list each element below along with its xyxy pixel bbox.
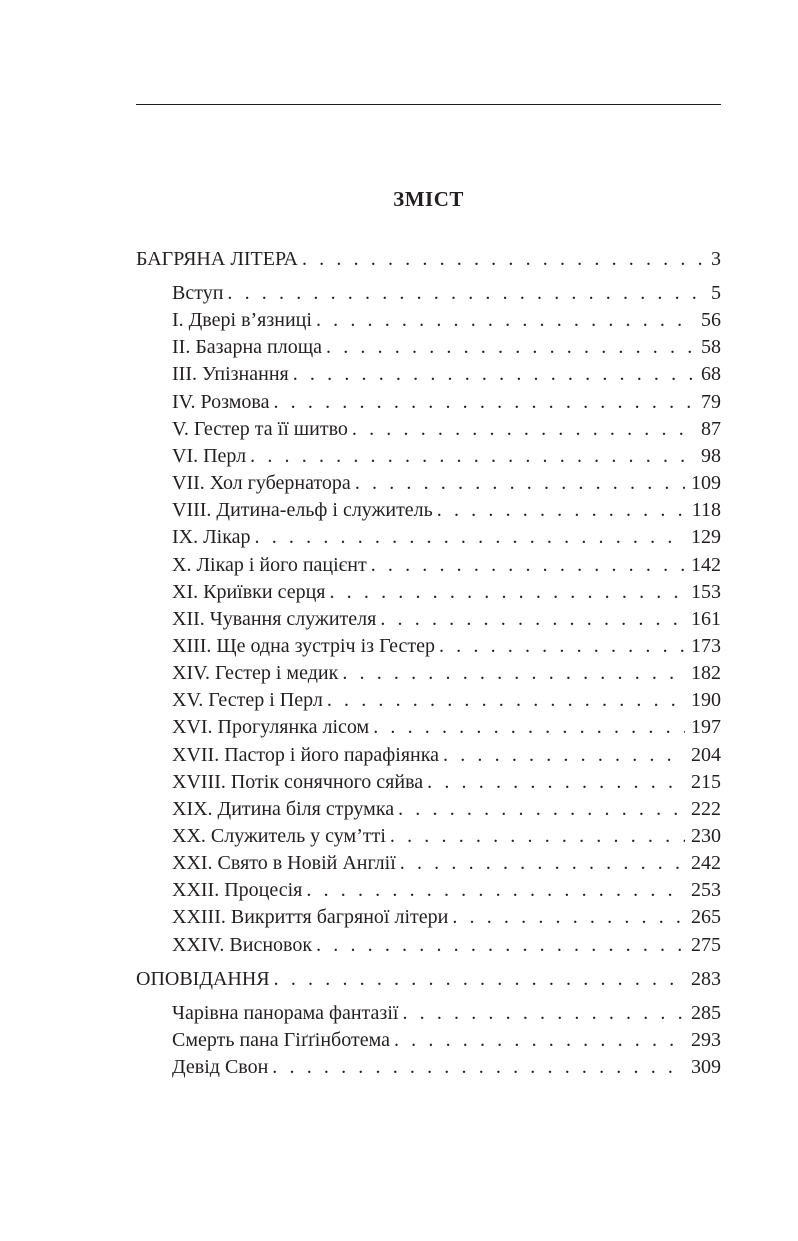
toc-entry[interactable] (172, 824, 721, 848)
toc-entry[interactable] (172, 1028, 721, 1052)
toc-page-number: 283 (691, 968, 721, 990)
dot-leader (255, 525, 685, 549)
toc-entry[interactable] (172, 743, 721, 767)
dot-leader (352, 417, 695, 441)
toc-page-number: 58 (701, 336, 721, 358)
toc-page-number: 79 (701, 391, 721, 413)
toc-entry-title: III. Упізнання (172, 363, 289, 385)
toc-entry-title: XVII. Пастор і його парафіянка (172, 744, 440, 766)
toc-entry-title: X. Лікар і його пацієнт (172, 554, 367, 576)
dot-leader (373, 715, 685, 739)
dot-leader (302, 247, 705, 271)
toc-entry-title: XIII. Ще одна зустріч із Гестер (172, 635, 435, 657)
toc-entry-title: XVIII. Потік сонячного сяйва (172, 771, 424, 793)
dot-leader (439, 634, 685, 658)
toc-entry[interactable] (172, 417, 721, 441)
toc-entry[interactable] (172, 362, 721, 386)
toc-entry[interactable] (172, 471, 721, 495)
toc-part-heading[interactable] (136, 967, 721, 991)
toc-page-number: 161 (691, 608, 721, 630)
dot-leader (329, 580, 685, 604)
toc-entry-title: БАГРЯНА ЛІТЕРА (136, 248, 298, 270)
dot-leader (272, 1055, 685, 1079)
toc-entry[interactable] (172, 905, 721, 929)
toc-entry-title: XX. Служитель у сум’тті (172, 825, 386, 847)
dot-leader (398, 797, 685, 821)
toc-entry-title: XVI. Прогулянка лісом (172, 716, 370, 738)
toc-entry-title: XXIII. Викриття багряної літери (172, 906, 449, 928)
toc-page-number: 293 (691, 1029, 721, 1051)
toc-page-number: 197 (691, 716, 721, 738)
toc-entry[interactable] (172, 851, 721, 875)
toc-page-number: 275 (691, 934, 721, 956)
toc-page-number: 68 (701, 363, 721, 385)
toc-entry-title: XXII. Процесія (172, 879, 303, 901)
dot-leader (327, 688, 685, 712)
toc-entry-title: VIII. Дитина-ельф і служитель (172, 499, 433, 521)
toc-entry-title: Смерть пана Гіґґінботема (172, 1029, 390, 1051)
toc-entry-title: XIV. Гестер і медик (172, 662, 339, 684)
toc-page-number: 182 (691, 662, 721, 684)
toc-part-heading[interactable] (136, 247, 721, 271)
toc-entry[interactable] (172, 933, 721, 957)
page-title: ЗМІСТ (393, 187, 464, 211)
toc-page-number: 215 (691, 771, 721, 793)
toc-page-number: 204 (691, 744, 721, 766)
toc-entry[interactable] (172, 797, 721, 821)
dot-leader (400, 851, 685, 875)
toc-entry[interactable] (172, 525, 721, 549)
toc-page-number: 285 (691, 1002, 721, 1024)
toc-entry-title: XI. Криївки серця (172, 581, 326, 603)
toc-page-number: 190 (691, 689, 721, 711)
toc-page-number: 222 (691, 798, 721, 820)
toc-entry-title: Вступ (172, 282, 224, 304)
toc-entry-title: II. Базарна площа (172, 336, 322, 358)
toc-entry-title: XXI. Свято в Новій Англії (172, 852, 396, 874)
toc-entry[interactable] (172, 335, 721, 359)
toc-page-number: 253 (691, 879, 721, 901)
toc-page-number: 173 (691, 635, 721, 657)
dot-leader (293, 362, 695, 386)
dot-leader (390, 824, 685, 848)
dot-leader (371, 553, 685, 577)
toc-entry[interactable] (172, 553, 721, 577)
dot-leader (402, 1001, 685, 1025)
dot-leader (443, 743, 685, 767)
dot-leader (380, 607, 685, 631)
dot-leader (452, 905, 685, 929)
toc-page-number: 109 (691, 472, 721, 494)
dot-leader (306, 878, 685, 902)
toc-entry-title: I. Двері в’язниці (172, 309, 312, 331)
toc-entry-title: V. Гестер та її шитво (172, 418, 348, 440)
toc-entry[interactable] (172, 878, 721, 902)
toc-entry-title: XIX. Дитина біля струмка (172, 798, 395, 820)
toc-entry[interactable] (172, 607, 721, 631)
toc-page-number: 242 (691, 852, 721, 874)
dot-leader (250, 444, 695, 468)
toc-page-number: 309 (691, 1056, 721, 1078)
dot-leader (316, 308, 695, 332)
toc-entry[interactable] (172, 1001, 721, 1025)
toc-entry-title: XV. Гестер і Перл (172, 689, 323, 711)
toc-entry[interactable] (172, 715, 721, 739)
toc-entry[interactable] (172, 308, 721, 332)
toc-page-number: 142 (691, 554, 721, 576)
dot-leader (394, 1028, 685, 1052)
toc-entry[interactable] (172, 281, 721, 305)
toc-entry[interactable] (172, 770, 721, 794)
toc-entry-title: VI. Перл (172, 445, 247, 467)
toc-entry[interactable] (172, 688, 721, 712)
toc-entry[interactable] (172, 634, 721, 658)
toc-entry-title: VII. Хол губернатора (172, 472, 351, 494)
dot-leader (227, 281, 705, 305)
toc-entry-title: XXIV. Висновок (172, 934, 313, 956)
toc-entry[interactable] (172, 498, 721, 522)
dot-leader (274, 967, 685, 991)
toc-entry[interactable] (172, 444, 721, 468)
toc-page-number: 153 (691, 581, 721, 603)
toc-entry-title: XII. Чування служителя (172, 608, 377, 630)
toc-page-number: 5 (711, 282, 721, 304)
toc-entry-title: Чарівна панорама фантазії (172, 1002, 399, 1024)
dot-leader (342, 661, 685, 685)
dot-leader (273, 390, 695, 414)
toc-entry[interactable] (172, 580, 721, 604)
dot-leader (316, 933, 685, 957)
toc-entry[interactable] (172, 661, 721, 685)
toc-entry[interactable] (172, 390, 721, 414)
toc-page-number: 3 (711, 248, 721, 270)
toc-page-number: 129 (691, 526, 721, 548)
dot-leader (326, 335, 695, 359)
toc-entry-title: IX. Лікар (172, 526, 251, 548)
toc-entry-title: Девід Свон (172, 1056, 269, 1078)
dot-leader (437, 498, 686, 522)
toc-page-number: 87 (701, 418, 721, 440)
toc-entry-title: ОПОВІДАННЯ (136, 968, 270, 990)
toc-page-number: 230 (691, 825, 721, 847)
dot-leader (427, 770, 685, 794)
dot-leader (355, 471, 685, 495)
toc-page-number: 98 (701, 445, 721, 467)
toc-page-number: 118 (691, 499, 721, 521)
toc-page-number: 265 (691, 906, 721, 928)
toc-page-number: 56 (701, 309, 721, 331)
toc-entry-title: IV. Розмова (172, 391, 270, 413)
header-rule (136, 104, 721, 105)
toc-entry[interactable] (172, 1055, 721, 1079)
